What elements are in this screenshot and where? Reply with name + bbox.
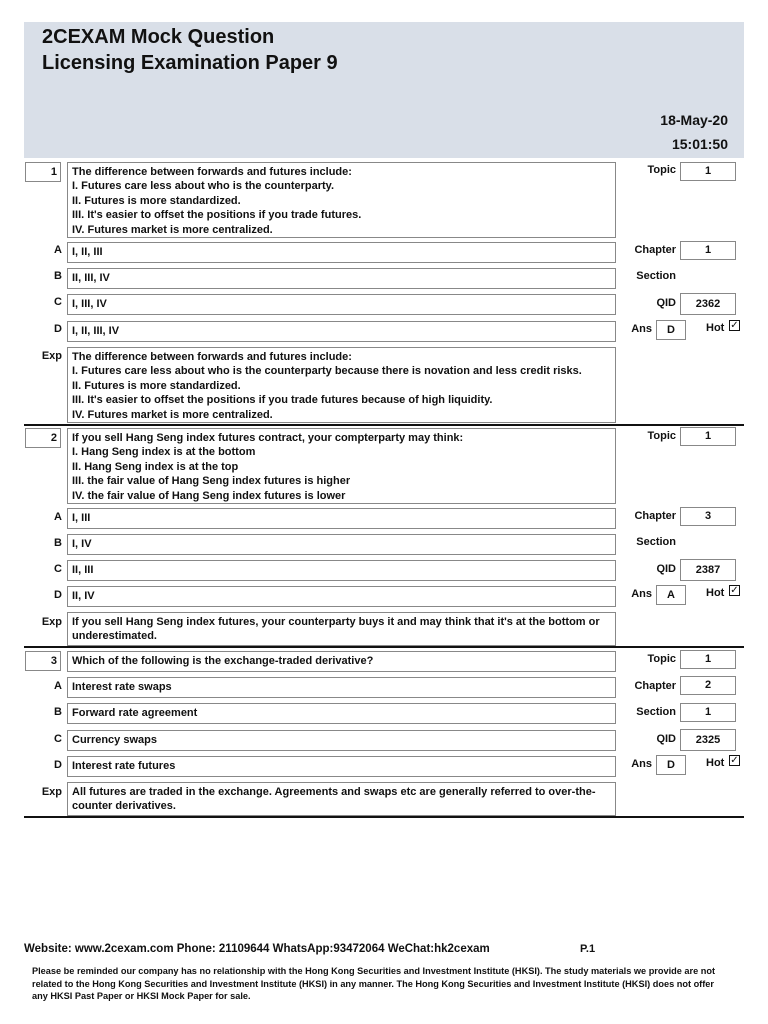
page-title: 2CEXAM Mock Question xyxy=(42,26,275,48)
footer-contact: Website: www.2cexam.com Phone: 21109644 WhatsApp:93472064 WeChat:hk2cexam xyxy=(24,943,490,955)
hot-checkbox[interactable]: ✓ xyxy=(730,585,739,596)
option-label-a: A xyxy=(54,244,62,256)
section-label: Section xyxy=(636,706,676,718)
option-label-b: B xyxy=(54,270,62,282)
option-a: I, III xyxy=(67,508,616,529)
hot-label: Hot xyxy=(706,587,725,599)
answer-value: A xyxy=(656,585,686,605)
option-label-c: C xyxy=(54,563,62,575)
option-label-b: B xyxy=(54,537,62,549)
section-value: 1 xyxy=(680,703,736,722)
option-label-a: A xyxy=(54,511,62,523)
option-label-b: B xyxy=(54,706,62,718)
question-text: If you sell Hang Seng index futures contract, your compterparty may think: I. Hang Seng index is at the bottom II. Hang Seng index is at the top III. the fair value of Hang Seng index futures is higher IV. the fair value of Hang Seng index futures is lower xyxy=(67,428,616,504)
option-c: I, III, IV xyxy=(67,294,616,315)
question-separator xyxy=(24,424,744,426)
chapter-value: 2 xyxy=(680,676,736,695)
option-d: II, IV xyxy=(67,586,616,607)
chapter-value: 1 xyxy=(680,241,736,260)
option-c: Currency swaps xyxy=(67,730,616,751)
question-separator xyxy=(24,816,744,818)
topic-label: Topic xyxy=(647,430,676,442)
question-text: Which of the following is the exchange-traded derivative? xyxy=(67,651,616,672)
topic-value: 1 xyxy=(680,650,736,669)
qid-label: QID xyxy=(656,733,676,745)
question-text: The difference between forwards and futures include: I. Futures care less about who is the counterparty. II. Futures is more standardized. III. It's easier to offset the positions if you trade futures. IV. Futures market is more centralized. xyxy=(67,162,616,238)
option-c: II, III xyxy=(67,560,616,581)
header-time: 15:01:50 xyxy=(671,136,728,152)
answer-value: D xyxy=(656,755,686,775)
option-label-d: D xyxy=(54,589,62,601)
page-subtitle: Licensing Examination Paper 9 xyxy=(42,52,338,74)
explanation-label: Exp xyxy=(41,350,62,362)
header-date: 18-May-20 xyxy=(660,112,728,128)
option-label-c: C xyxy=(54,733,62,745)
option-label-a: A xyxy=(54,680,62,692)
qid-label: QID xyxy=(656,563,676,575)
question-number: 3 xyxy=(25,651,61,671)
option-b: Forward rate agreement xyxy=(67,703,616,724)
hot-label: Hot xyxy=(706,322,725,334)
answer-label: Ans xyxy=(631,758,652,770)
hot-label: Hot xyxy=(706,757,725,769)
explanation-text: The difference between forwards and futures include: I. Futures care less about who is the counterparty because there is novation and less credit risks. II. Futures is more standardized. III. It's easier to offset the positions if you trade futures because of high liquidity. IV. Futures market is more centralized. xyxy=(67,347,616,423)
chapter-value: 3 xyxy=(680,507,736,526)
option-b: I, IV xyxy=(67,534,616,555)
answer-label: Ans xyxy=(631,588,652,600)
qid-value: 2387 xyxy=(680,559,736,581)
question-number: 1 xyxy=(25,162,61,182)
page-number: P.1 xyxy=(580,943,596,955)
explanation-text: All futures are traded in the exchange. Agreements and swaps etc are generally referred to over-the- counter derivatives. xyxy=(67,782,616,816)
option-a: Interest rate swaps xyxy=(67,677,616,698)
qid-label: QID xyxy=(656,297,676,309)
hot-checkbox[interactable]: ✓ xyxy=(730,320,739,331)
section-label: Section xyxy=(636,270,676,282)
page-header xyxy=(24,22,744,158)
section-label: Section xyxy=(636,536,676,548)
option-b: II, III, IV xyxy=(67,268,616,289)
option-a: I, II, III xyxy=(67,242,616,263)
topic-value: 1 xyxy=(680,162,736,181)
explanation-label: Exp xyxy=(41,616,62,628)
topic-value: 1 xyxy=(680,427,736,446)
qid-value: 2362 xyxy=(680,293,736,315)
question-separator xyxy=(24,646,744,648)
chapter-label: Chapter xyxy=(634,510,676,522)
answer-label: Ans xyxy=(631,323,652,335)
chapter-label: Chapter xyxy=(634,244,676,256)
topic-label: Topic xyxy=(647,653,676,665)
topic-label: Topic xyxy=(647,164,676,176)
answer-value: D xyxy=(656,320,686,340)
option-label-d: D xyxy=(54,759,62,771)
option-label-d: D xyxy=(54,323,62,335)
explanation-text: If you sell Hang Seng index futures, your counterparty buys it and may think that it's at the bottom or underestimated. xyxy=(67,612,616,646)
option-d: I, II, III, IV xyxy=(67,321,616,342)
option-d: Interest rate futures xyxy=(67,756,616,777)
option-label-c: C xyxy=(54,296,62,308)
explanation-label: Exp xyxy=(41,786,62,798)
hot-checkbox[interactable]: ✓ xyxy=(730,755,739,766)
footer-disclaimer: Please be reminded our company has no relationship with the Hong Kong Securities and Investment Institute (HKSI). The study materials we provide are not related to the Hong Kong Securities and Investment Institute (HKSI) in any manner. The Hong Kong Securities and Investment Institute (HKSI) does not offer any HKSI Past Paper or HKSI Mock Paper for sale. xyxy=(32,966,716,1001)
qid-value: 2325 xyxy=(680,729,736,751)
question-number: 2 xyxy=(25,428,61,448)
chapter-label: Chapter xyxy=(634,680,676,692)
